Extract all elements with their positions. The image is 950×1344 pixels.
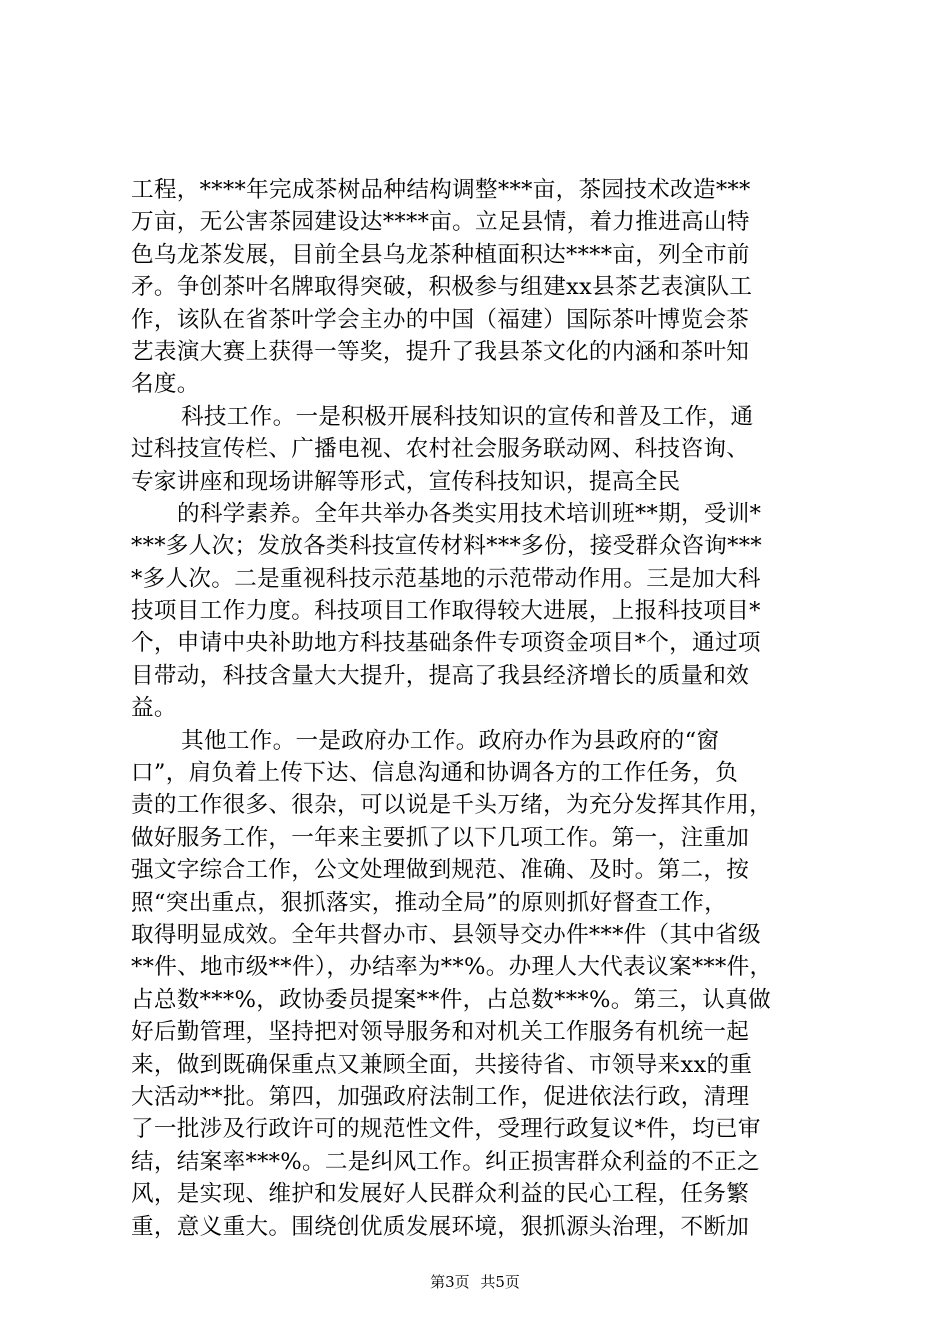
text-line: 过科技宣传栏、广播电视、农村社会服务联动网、科技咨询、 [131,436,750,463]
text-line: 做好服务工作，一年来主要抓了以下几项工作。第一，注重加 [131,824,750,851]
text-line: 益。 [131,695,177,722]
text-line: *多人次。二是重视科技示范基地的示范带动作用。三是加大科 [131,565,761,592]
text-line: 艺表演大赛上获得一等奖，提升了我县茶文化的内涵和茶叶知 [131,338,750,365]
text-line: 大活动**批。第四，加强政府法制工作，促进依法行政，清理 [131,1083,750,1110]
page-number: 第3页 [430,1273,470,1291]
page-total: 共5页 [480,1273,520,1291]
page-footer [0,1271,950,1292]
text-line: 名度。 [131,371,200,398]
text-line: 技项目工作力度。科技项目工作取得较大进展，上报科技项目* [131,598,761,625]
text-line: 结，结案率***%。二是纠风工作。纠正损害群众利益的不正之 [131,1148,760,1175]
text-line: 色乌龙茶发展，目前全县乌龙茶种植面积达****亩，列全市前 [131,241,750,268]
text-line: 占总数***%，政协委员提案**件，占总数***%。第三，认真做 [131,986,771,1013]
text-line: 风，是实现、维护和发展好人民群众利益的民心工程，任务繁 [131,1181,750,1208]
paragraph-first-line: 科技工作。一是积极开展科技知识的宣传和普及工作，通 [181,403,754,430]
text-line: 重，意义重大。围绕创优质发展环境，狠抓源头治理，不断加 [131,1213,750,1240]
text-line: 的科学素养。全年共举办各类实用技术培训班**期，受训* [177,500,762,527]
text-line: 口”，肩负着上传下达、信息沟通和协调各方的工作任务，负 [131,760,739,787]
text-line: 来，做到既确保重点又兼顾全面，共接待省、市领导来xx的重 [131,1051,753,1078]
text-line: 好后勤管理，坚持把对领导服务和对机关工作服务有机统一起 [131,1019,750,1046]
text-line: 目带动，科技含量大大提升，提高了我县经济增长的质量和效 [131,662,750,689]
text-line: ***多人次；发放各类科技宣传材料***多份，接受群众咨询*** [131,533,762,560]
text-line: 个，申请中央补助地方科技基础条件专项资金项目*个，通过项 [131,630,761,657]
text-line: 责的工作很多、很杂，可以说是千头万绪，为充分发挥其作用， [131,792,773,819]
paragraph-first-line: 其他工作。一是政府办工作。政府办作为县政府的“窗 [181,727,720,754]
text-line: 取得明显成效。全年共督办市、县领导交办件***件（其中省级 [131,921,762,948]
text-line: 作，该队在省茶叶学会主办的中国（福建）国际茶叶博览会茶 [131,306,750,333]
text-line: 强文字综合工作，公文处理做到规范、准确、及时。第二，按 [131,857,750,884]
text-line: 万亩，无公害茶园建设达****亩。立足县情，着力推进高山特 [131,209,750,236]
text-line: 照“突出重点，狠抓落实，推动全局”的原则抓好督查工作， [131,889,728,916]
text-line: **件、地市级**件），办结率为**%。办理人大代表议案***件， [131,954,773,981]
document-body [131,174,831,1243]
text-line: 了一批涉及行政许可的规范性文件，受理行政复议*件，均已审 [131,1116,761,1143]
text-line: 工程，****年完成茶树品种结构调整***亩，茶园技术改造*** [131,177,751,203]
text-line: 矛。争创茶叶名牌取得突破，积极参与组建xx县茶艺表演队工 [131,274,753,301]
text-line: 专家讲座和现场讲解等形式，宣传科技知识，提高全民 [131,468,681,495]
